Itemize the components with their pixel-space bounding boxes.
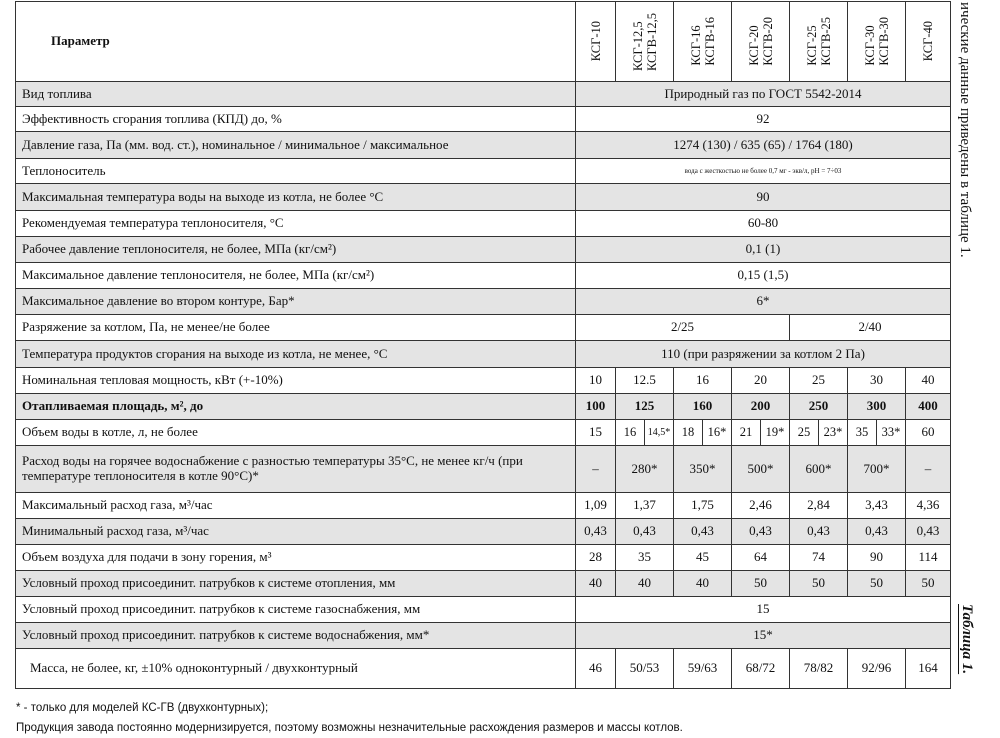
cell: 250 (790, 394, 848, 420)
row-flue-temp (16, 341, 951, 368)
row-value: 15 (576, 597, 951, 623)
cell: 600* (790, 446, 848, 493)
model-header-ksg-40: КСГ-40 (906, 2, 951, 82)
cell: 3,43 (848, 493, 906, 519)
row-hot-water (16, 446, 951, 493)
row-value: 110 (при разряжении за котлом 2 Па) (576, 341, 951, 368)
cell: 0,43 (674, 519, 732, 545)
row-second-circuit (16, 289, 951, 315)
cell: – (906, 446, 951, 493)
cell: 35 (848, 420, 877, 446)
row-water-pipes (16, 623, 951, 649)
cell: 90 (848, 545, 906, 571)
cell: 40 (616, 571, 674, 597)
row-water-volume (16, 420, 951, 446)
cell: 500* (732, 446, 790, 493)
row-air-volume (16, 545, 951, 571)
cell: 50 (848, 571, 906, 597)
row-min-gas (16, 519, 951, 545)
row-value: вода с жесткостью не более 0,7 мг - экв/л, pH = 7÷03 (576, 159, 951, 184)
cell: 92/96 (848, 649, 906, 689)
parameter-header: Параметр (16, 2, 576, 82)
cell: 0,43 (790, 519, 848, 545)
cell: 114 (906, 545, 951, 571)
row-work-pressure (16, 237, 951, 263)
row-coolant (16, 159, 951, 184)
row-label: Условный проход присоединит. патрубков к системе отопления, мм (16, 571, 576, 597)
row-draft (16, 315, 951, 341)
row-max-water-temp (16, 184, 951, 211)
footnote-models: * - только для моделей КС-ГВ (двухконтурных); (16, 702, 269, 714)
cell: 74 (790, 545, 848, 571)
cell: 160 (674, 394, 732, 420)
cell: 125 (616, 394, 674, 420)
cell: 1,75 (674, 493, 732, 519)
row-label: Рабочее давление теплоносителя, не более, МПа (кг/см²) (16, 237, 576, 263)
spec-table (15, 1, 951, 689)
cell: 350* (674, 446, 732, 493)
cell: 50/53 (616, 649, 674, 689)
row-fuel (16, 82, 951, 107)
model-header-ksg-12-5: КСГ-12,5 КСГВ-12,5 (616, 2, 674, 82)
model-header-ksg-20: КСГ-20 КСГВ-20 (732, 2, 790, 82)
row-label: Расход воды на горячее водоснабжение с разностью температуры 35°С, не менее кг/ч (при температуре теплоносителя в котле 90°С)* (16, 446, 576, 493)
row-max-pressure (16, 263, 951, 289)
side-margin-text: ические данные приведены в таблице 1. (957, 2, 973, 258)
cell: 0,43 (906, 519, 951, 545)
row-value: 92 (576, 107, 951, 132)
cell: 400 (906, 394, 951, 420)
row-mass (16, 649, 951, 689)
row-label: Отапливаемая площадь, м², до (16, 394, 576, 420)
row-label: Температура продуктов сгорания на выходе из котла, не менее, °С (16, 341, 576, 368)
footnote-modernization: Продукция завода постоянно модернизируется, поэтому возможны незначительные расхождения размеров и массы котлов. (16, 722, 683, 734)
cell: 12.5 (616, 368, 674, 394)
model-header-ksg-10: КСГ-10 (576, 2, 616, 82)
cell: 78/82 (790, 649, 848, 689)
cell: 46 (576, 649, 616, 689)
cell: 19* (761, 420, 790, 446)
cell: 0,43 (616, 519, 674, 545)
row-label: Объем воды в котле, л, не более (16, 420, 576, 446)
model-header-ksg-16: КСГ-16 КСГВ-16 (674, 2, 732, 82)
cell: 15 (576, 420, 616, 446)
row-heating-pipes (16, 571, 951, 597)
row-value: 6* (576, 289, 951, 315)
row-label: Максимальная температура воды на выходе из котла, не более °С (16, 184, 576, 211)
cell: 2,84 (790, 493, 848, 519)
row-label: Давление газа, Па (мм. вод. ст.), номинальное / минимальное / максимальное (16, 132, 576, 159)
cell: 200 (732, 394, 790, 420)
row-value: Природный газ по ГОСТ 5542-2014 (576, 82, 951, 107)
cell: 50 (732, 571, 790, 597)
row-label: Теплоноситель (16, 159, 576, 184)
row-value: 1274 (130) / 635 (65) / 1764 (180) (576, 132, 951, 159)
cell: 100 (576, 394, 616, 420)
row-label: Максимальное давление во втором контуре, Бар* (16, 289, 576, 315)
cell: 1,09 (576, 493, 616, 519)
row-value: 15* (576, 623, 951, 649)
row-label: Масса, не более, кг, ±10% одноконтурный / двухконтурный (16, 649, 576, 689)
row-heated-area (16, 394, 951, 420)
cell: 300 (848, 394, 906, 420)
cell: 4,36 (906, 493, 951, 519)
table-caption: Таблица 1. (959, 604, 975, 675)
row-label: Условный проход присоединит. патрубков к системе газоснабжения, мм (16, 597, 576, 623)
row-value: 60-80 (576, 211, 951, 237)
row-nominal-power (16, 368, 951, 394)
header-row (16, 2, 951, 82)
cell: 21 (732, 420, 761, 446)
draft-value-small: 2/25 (576, 315, 790, 341)
row-efficiency (16, 107, 951, 132)
cell: 40 (906, 368, 951, 394)
cell: 16* (703, 420, 732, 446)
cell: 700* (848, 446, 906, 493)
row-label: Условный проход присоединит. патрубков к системе водоснабжения, мм* (16, 623, 576, 649)
cell: 164 (906, 649, 951, 689)
cell: 10 (576, 368, 616, 394)
cell: 68/72 (732, 649, 790, 689)
row-label: Максимальное давление теплоносителя, не более, МПа (кг/см²) (16, 263, 576, 289)
cell: 20 (732, 368, 790, 394)
row-recommended-temp (16, 211, 951, 237)
cell: 2,46 (732, 493, 790, 519)
cell: 16 (616, 420, 645, 446)
cell: 59/63 (674, 649, 732, 689)
cell: 33* (877, 420, 906, 446)
cell: – (576, 446, 616, 493)
cell: 40 (674, 571, 732, 597)
row-label: Объем воздуха для подачи в зону горения, м³ (16, 545, 576, 571)
row-gas-pressure (16, 132, 951, 159)
cell: 64 (732, 545, 790, 571)
footnotes (16, 698, 683, 738)
row-value: 0,15 (1,5) (576, 263, 951, 289)
cell: 60 (906, 420, 951, 446)
cell: 1,37 (616, 493, 674, 519)
cell: 30 (848, 368, 906, 394)
cell: 0,43 (848, 519, 906, 545)
row-label: Вид топлива (16, 82, 576, 107)
cell: 45 (674, 545, 732, 571)
row-label: Рекомендуемая температура теплоносителя, °С (16, 211, 576, 237)
row-label: Эффективность сгорания топлива (КПД) до, % (16, 107, 576, 132)
row-label: Максимальный расход газа, м³/час (16, 493, 576, 519)
cell: 280* (616, 446, 674, 493)
row-label: Минимальный расход газа, м³/час (16, 519, 576, 545)
cell: 40 (576, 571, 616, 597)
cell: 35 (616, 545, 674, 571)
row-value: 0,1 (1) (576, 237, 951, 263)
cell: 50 (790, 571, 848, 597)
cell: 28 (576, 545, 616, 571)
row-max-gas (16, 493, 951, 519)
cell: 16 (674, 368, 732, 394)
row-gas-pipes (16, 597, 951, 623)
model-header-ksg-30: КСГ-30 КСГВ-30 (848, 2, 906, 82)
cell: 25 (790, 368, 848, 394)
cell: 0,43 (576, 519, 616, 545)
cell: 25 (790, 420, 819, 446)
row-label: Разряжение за котлом, Па, не менее/не более (16, 315, 576, 341)
draft-value-large: 2/40 (790, 315, 951, 341)
cell: 18 (674, 420, 703, 446)
model-header-ksg-25: КСГ-25 КСГВ-25 (790, 2, 848, 82)
cell: 50 (906, 571, 951, 597)
cell: 23* (819, 420, 848, 446)
cell: 0,43 (732, 519, 790, 545)
row-value: 90 (576, 184, 951, 211)
cell: 14,5* (645, 420, 674, 446)
row-label: Номинальная тепловая мощность, кВт (+-10%) (16, 368, 576, 394)
